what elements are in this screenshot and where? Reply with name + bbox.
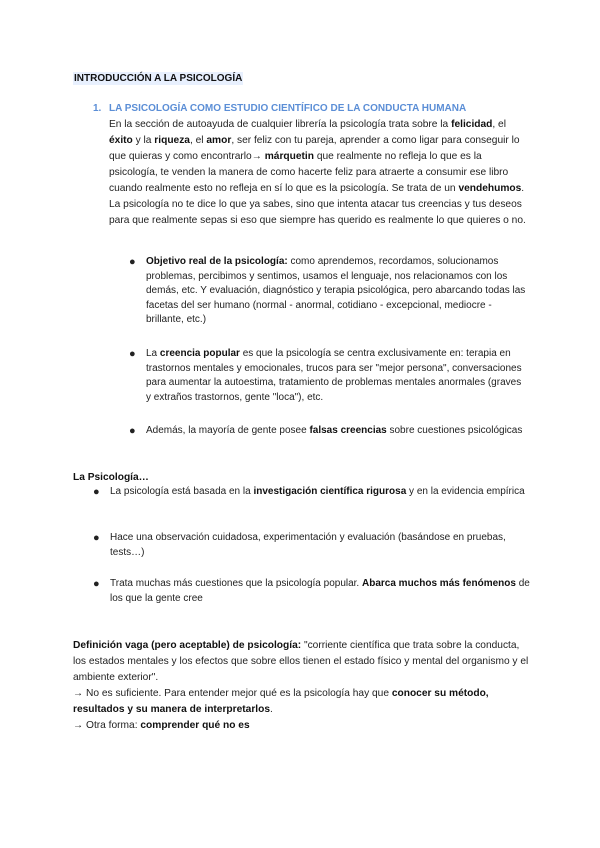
bold-text: investigación científica rigurosa bbox=[253, 486, 407, 497]
document-title: INTRODUCCIÓN A LA PSICOLOGÍA bbox=[74, 73, 243, 84]
list-item bbox=[129, 424, 528, 439]
bullet-icon: ● bbox=[129, 425, 136, 437]
bold-text: márquetin bbox=[264, 151, 314, 162]
bold-text: vendehumos bbox=[458, 183, 522, 194]
section-bullet-list bbox=[129, 347, 528, 405]
bullet-icon: ● bbox=[129, 348, 136, 360]
bullet-icon: ● bbox=[93, 532, 100, 544]
list-item bbox=[93, 485, 530, 500]
section-bullet-list bbox=[129, 424, 528, 439]
psychology-bullet-list bbox=[93, 485, 530, 500]
definition-line: Definición vaga (pero aceptable) de psicología: "corriente científica que trata sobre la conducta, los estados mentales y los efectos que sobre ellos tienen el estado físico y mental del organismo y el ambiente exterior". bbox=[73, 640, 529, 683]
bold-text: Definición vaga (pero aceptable) de psicología: bbox=[73, 640, 302, 651]
bold-text: Objetivo real de la psicología: bbox=[146, 256, 288, 267]
definition-line: → No es suficiente. Para entender mejor qué es la psicología hay que conocer su método, resultados y su manera de interpretarlos. bbox=[73, 688, 489, 715]
section-heading-text: LA PSICOLOGÍA COMO ESTUDIO CIENTÍFICO DE LA CONDUCTA HUMANA bbox=[109, 103, 467, 114]
list-item bbox=[93, 531, 530, 560]
list-item-text: Hace una observación cuidadosa, experimentación y evaluación (basándose en pruebas, tests…) bbox=[110, 532, 506, 558]
bullet-icon: ● bbox=[129, 256, 136, 268]
psychology-heading: La Psicología… bbox=[73, 472, 149, 483]
list-item-text: La psicología está basada en la investigación científica rigurosa y en la evidencia empírica bbox=[110, 486, 525, 497]
definition-block bbox=[73, 638, 533, 734]
bold-text: conocer su método, resultados y su manera de interpretarlos bbox=[73, 688, 489, 715]
section-number: 1. bbox=[93, 103, 102, 114]
bold-text: falsas creencias bbox=[309, 425, 387, 436]
psychology-bullet-list bbox=[93, 531, 530, 560]
psychology-bullet-list bbox=[93, 577, 530, 606]
bullet-icon: ● bbox=[93, 578, 100, 590]
list-item-text: La creencia popular es que la psicología se centra exclusivamente en: terapia en trastornos mentales y emocionales, trucos para ser "mejor persona", conversaciones para aumentar la autoestima, tratamiento de problemas mentales anormales (graves y extraños trastornos, gente "loca"), etc. bbox=[146, 348, 522, 403]
bold-text: amor bbox=[206, 135, 232, 146]
bold-text: comprender qué no es bbox=[140, 720, 250, 731]
bold-text: riqueza bbox=[154, 135, 190, 146]
list-item-text: Trata muchas más cuestiones que la psicología popular. Abarca muchos más fenómenos de los que la gente cree bbox=[110, 578, 530, 604]
section-heading bbox=[93, 102, 563, 116]
bold-text: creencia popular bbox=[159, 348, 240, 359]
intro-paragraph: En la sección de autoayuda de cualquier librería la psicología trata sobre la felicidad, el éxito y la riqueza, el amor, ser feliz con tu pareja, aprender a como ligar para conseguir lo que quieras y como encontrarlo→ márquetin que realmente no refleja lo que es la psicología, te venden la manera de como hacerte feliz para atraerte a consumir ese libro cuando realmente esto no refleja en sí lo que es la psicología. Se trata de un vendehumos. La psicología no te dice lo que ya sabes, sino que intenta atacar tus creencias y tus deseos para que realmente sepas si eso que siempre has querido es realmente lo que quieres o no. bbox=[109, 119, 526, 226]
list-item bbox=[93, 577, 530, 606]
list-item-text: Además, la mayoría de gente posee falsas creencias sobre cuestiones psicológicas bbox=[146, 425, 523, 436]
list-item-text: Objetivo real de la psicología: como aprendemos, recordamos, solucionamos problemas, percibimos y sentimos, usamos el lenguaje, nos relacionamos con los demás, etc. Y evaluación, diagnóstico y terapia psicológica, pero abarcando todas las facetas del ser humano (normal - anormal, cotidiano - excepcional, mediocre - brillante, etc.) bbox=[146, 256, 526, 326]
bold-text: Abarca muchos más fenómenos bbox=[362, 578, 516, 589]
bold-text: felicidad bbox=[451, 119, 493, 130]
section-bullet-list bbox=[129, 255, 528, 328]
bullet-icon: ● bbox=[93, 486, 100, 498]
list-item bbox=[129, 347, 528, 405]
definition-line: → Otra forma: comprender qué no es bbox=[73, 720, 250, 731]
bold-text: éxito bbox=[109, 135, 133, 146]
list-item bbox=[129, 255, 528, 328]
